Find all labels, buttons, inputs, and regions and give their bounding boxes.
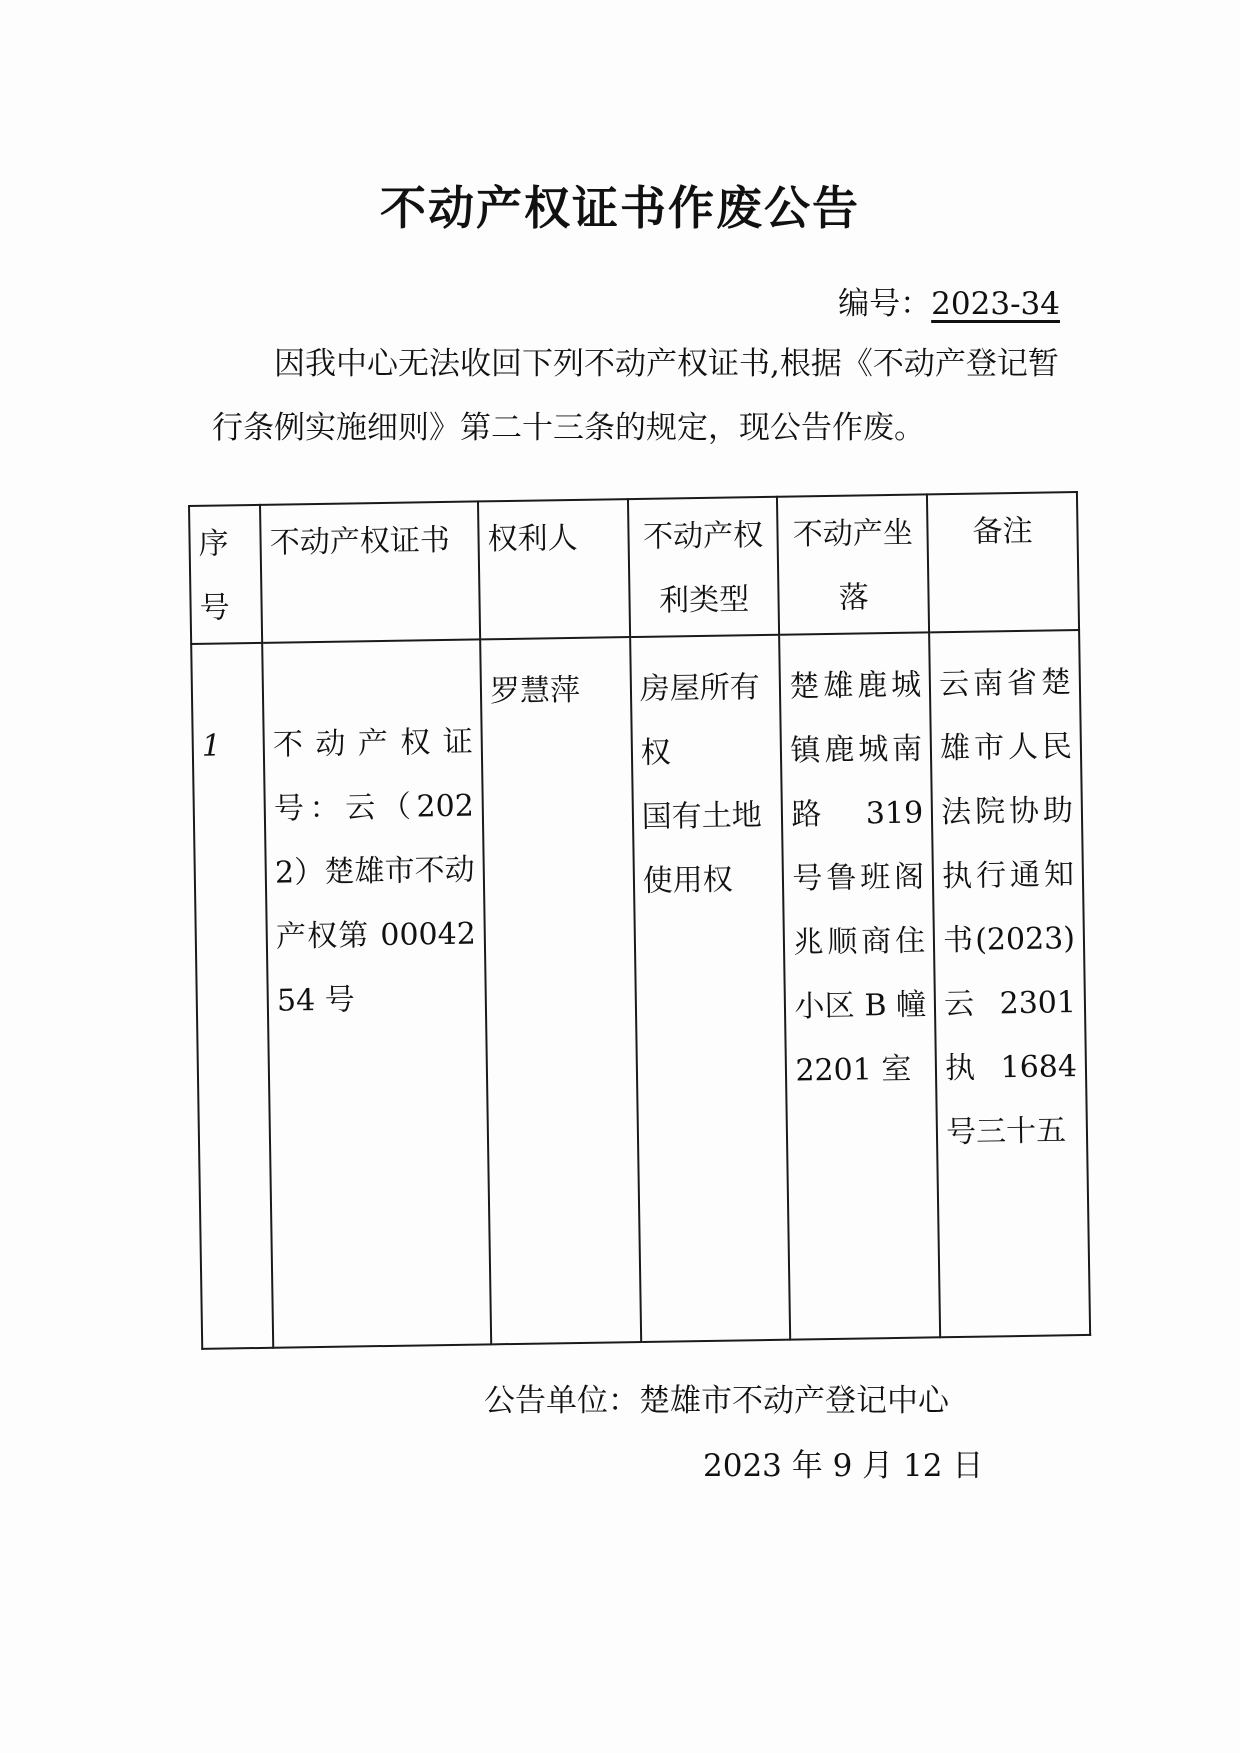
header-seq: 序号 — [189, 505, 262, 644]
notice-number-label: 编号： — [838, 286, 932, 322]
cell-right-type — [630, 635, 791, 1342]
cell-seq: 1 — [191, 643, 273, 1349]
certificate-table-wrapper — [188, 491, 1091, 1350]
header-right-type: 不动产权利类型 — [628, 497, 780, 637]
document-title: 不动产权证书作废公告 — [380, 181, 860, 235]
certificate-table — [188, 491, 1091, 1350]
issue-date: 2023 年 9 月 12 日 — [703, 1448, 984, 1484]
header-remarks: 备注 — [927, 492, 1079, 632]
cell-remarks: 云南省楚雄市人民法院协助执行通知书(2023)云 2301 执 1684 号三十五 — [929, 630, 1090, 1337]
right-type-land: 国有土地使用权 — [641, 798, 762, 899]
cell-location: 楚雄鹿城镇鹿城南路 319 号鲁班阁兆顺商住小区 B 幢 2201 室 — [780, 632, 941, 1339]
header-holder: 权利人 — [478, 499, 630, 639]
intro-paragraph: 因我中心无法收回下列不动产权证书,根据《不动产登记暂行条例实施细则》第二十三条的规定，现公告作废。 — [212, 346, 1059, 446]
notice-number — [838, 278, 1060, 323]
notice-number-value: 2023-34 — [931, 286, 1060, 322]
cell-certificate: 不动产权证号：云（2022）楚雄市不动产权第 0004254 号 — [262, 639, 491, 1347]
cell-holder: 罗慧萍 — [480, 637, 641, 1344]
header-certificate: 不动产权证书 — [260, 501, 480, 642]
header-location: 不动产坐 落 — [777, 494, 929, 634]
table-header-row — [189, 492, 1079, 644]
issuing-unit: 公告单位：楚雄市不动产登记中心 — [484, 1383, 949, 1419]
right-type-house: 房屋所有权 — [639, 670, 760, 771]
table-row — [191, 630, 1090, 1349]
